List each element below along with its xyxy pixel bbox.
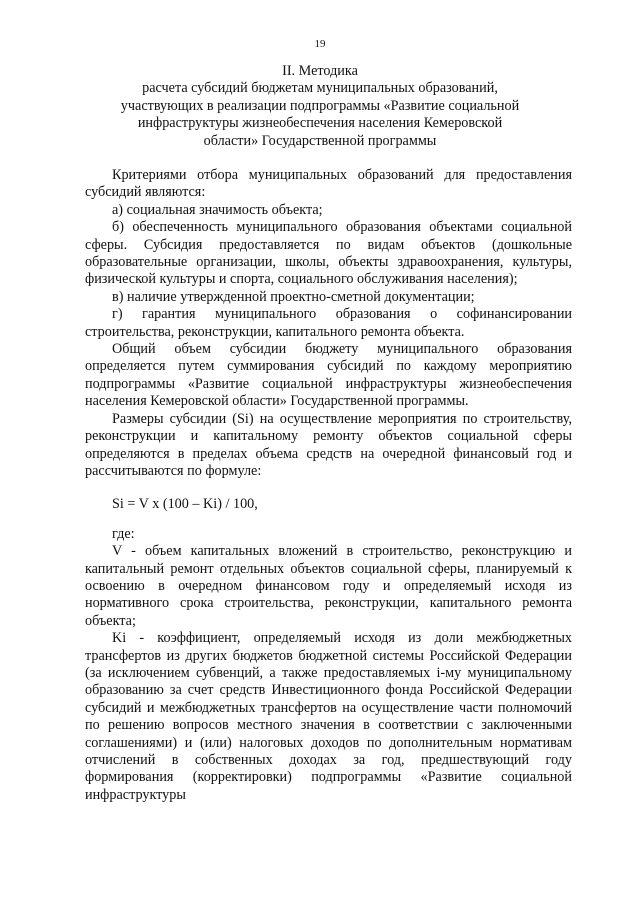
heading-line: инфраструктуры жизнеобеспечения населения Кемеровской bbox=[137, 115, 503, 132]
ki-definition-paragraph: Ki - коэффициент, определяемый исходя из доли межбюджетных трансфертов из других бюджетов бюджетной системы Российской Федерации (за исключением субвенций, а также предоставляемых i-му муниципальному образованию за счет средств Инвестиционного фонда Российской Федерации субсидий и межбюджетных трансфертов на осуществление части полномочий по решению вопросов местного значения в соответствии с заключенными соглашениями) и (или) налоговых доходов по дополнительным нормативам отчислений в собственных доходах за год, предшествующий году формирования (корректировки) подпрограммы «Развитие социальной инфраструктуры bbox=[85, 630, 572, 803]
criteria-intro-paragraph: Критериями отбора муниципальных образований для предоставления субсидий являются: bbox=[85, 167, 572, 201]
where-label: где: bbox=[112, 525, 135, 542]
heading-line: расчета субсидий бюджетам муниципальных образований, bbox=[142, 80, 498, 97]
section-heading bbox=[60, 63, 580, 150]
criterion-a-item: а) социальная значимость объекта; bbox=[112, 201, 323, 218]
heading-title: II. Методика bbox=[282, 63, 358, 79]
criterion-b-item: б) обеспеченность муниципального образования объектами социальной сферы. Субсидия предоставляется по видам объектов (дошкольные образовательные организации, школы, объекты здравоохранения, культуры, физической культуры и спорта, социального обслуживания населения); bbox=[85, 219, 572, 288]
total-volume-paragraph: Общий объем субсидии бюджету муниципального образования определяется путем суммирования субсидий по каждому мероприятию подпрограммы «Развитие социальной инфраструктуры жизнеобеспечения населения Кемеровской области» Государственной программы. bbox=[85, 341, 572, 410]
document-body bbox=[85, 167, 572, 804]
subsidy-size-paragraph: Размеры субсидии (Si) на осуществление мероприятия по строительству, реконструкции и капитальному ремонту объектов социальной сферы определяются в пределах объема средств на очередной финансовый год и рассчитываются по формуле: bbox=[85, 410, 572, 479]
heading-line: участвующих в реализации подпрограммы «Развитие социальной bbox=[120, 97, 520, 114]
page-number: 19 bbox=[314, 38, 326, 50]
heading-line: области» Государственной программы bbox=[203, 132, 437, 149]
v-definition-paragraph: V - объем капитальных вложений в строительство, реконструкцию и капитальный ремонт отдельных объектов социальной сферы, планируемый к освоению в очередном финансовом году и определяемый исходя из нормативного срока строительства, реконструкции, капитального ремонта объекта; bbox=[85, 543, 572, 629]
criterion-v-item: в) наличие утвержденной проектно-сметной документации; bbox=[112, 288, 475, 305]
subsidy-formula: Si = V x (100 – Ki) / 100, bbox=[112, 496, 258, 513]
criterion-g-item: г) гарантия муниципального образования о софинансировании строительства, реконструкции, капитального ремонта объекта. bbox=[85, 306, 572, 340]
